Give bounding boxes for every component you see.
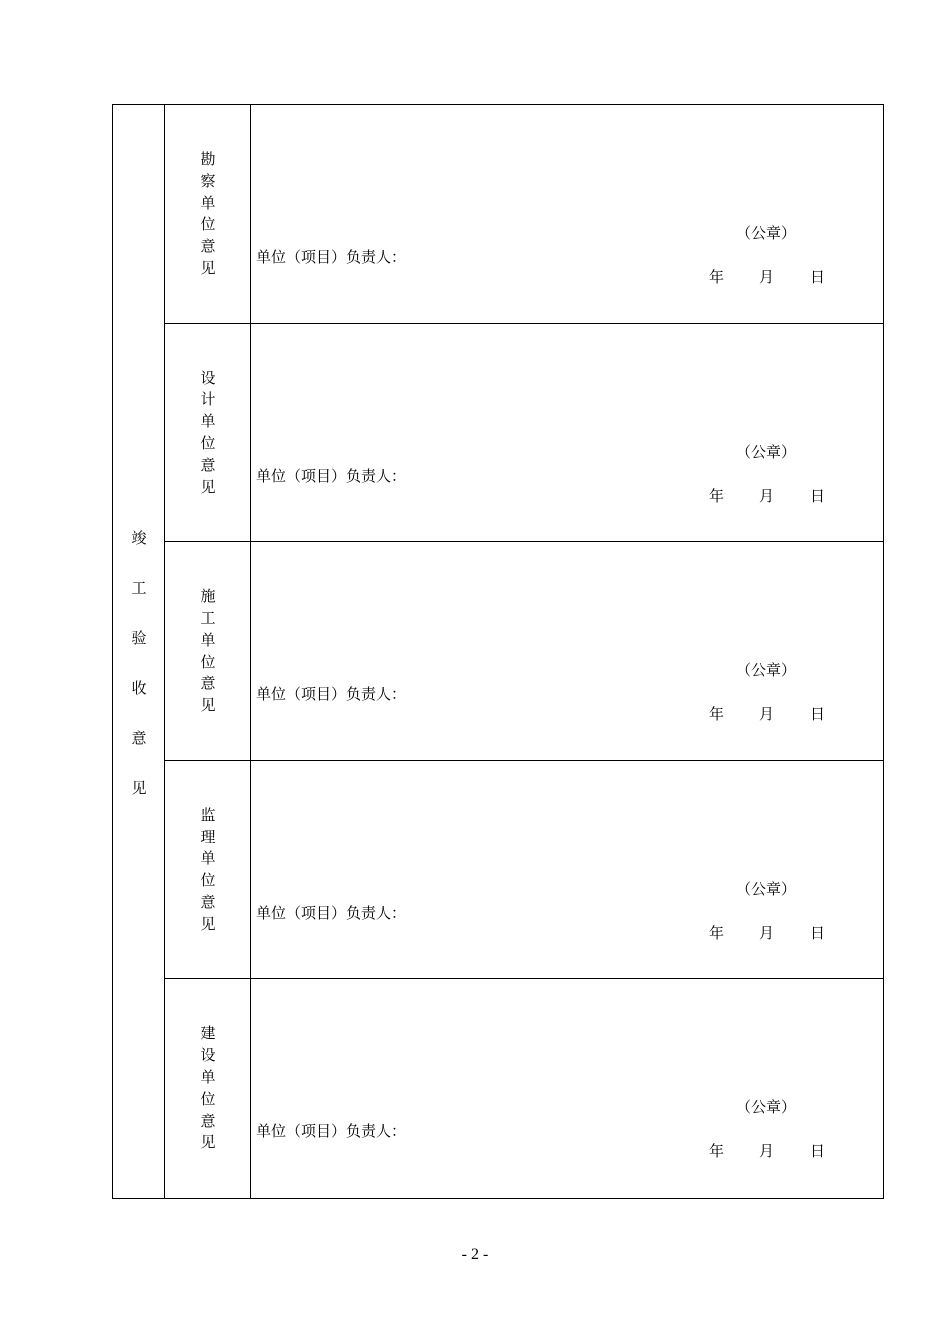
person-in-charge-label: 单位（项目）负责人： (256, 466, 407, 485)
acceptance-opinion-table (112, 104, 884, 1199)
row-label-char: 建 (200, 1024, 216, 1043)
section-title-char: 意 (131, 729, 147, 747)
row-label-cell (165, 979, 251, 1198)
month-label: 月 (759, 923, 775, 942)
row-label-char: 施 (200, 587, 216, 606)
row-label (165, 805, 251, 936)
year-label: 年 (709, 923, 725, 942)
row-label-char: 理 (200, 827, 216, 846)
row-label-char: 位 (200, 433, 216, 452)
row-label-char: 计 (200, 390, 216, 409)
month-label: 月 (759, 1142, 775, 1161)
month-label: 月 (759, 705, 775, 724)
row-label-char: 监 (200, 805, 216, 824)
row-label-char: 单 (200, 849, 216, 868)
section-title-char: 验 (131, 629, 147, 647)
row-label-char: 位 (200, 1089, 216, 1108)
year-label: 年 (709, 705, 725, 724)
row-label-char: 设 (200, 1046, 216, 1065)
person-in-charge-label: 单位（项目）负责人： (256, 685, 407, 704)
row-label-char: 单 (200, 630, 216, 649)
person-in-charge-label: 单位（项目）负责人： (256, 903, 407, 922)
row-label-char: 位 (200, 215, 216, 234)
row-label-char: 意 (200, 237, 216, 256)
row-label-char: 察 (200, 171, 216, 190)
row-label (165, 586, 251, 717)
row-label (165, 1023, 251, 1154)
row-label-char: 单 (200, 412, 216, 431)
year-label: 年 (709, 268, 725, 286)
official-seal-label: （公章） (736, 661, 797, 680)
row-label-cell (165, 324, 251, 542)
opinion-field[interactable] (251, 542, 883, 760)
design-unit-row (165, 324, 883, 543)
month-label: 月 (759, 268, 775, 286)
row-label-char: 工 (200, 608, 216, 627)
section-title-char: 见 (131, 779, 147, 797)
row-label-cell (165, 105, 251, 323)
row-label-char: 单 (200, 193, 216, 212)
row-label-char: 单 (200, 1067, 216, 1086)
row-label-char: 位 (200, 871, 216, 890)
opinion-field[interactable] (251, 761, 883, 979)
opinion-field[interactable] (251, 979, 883, 1198)
day-label: 日 (810, 268, 826, 286)
survey-unit-row (165, 105, 883, 324)
owner-unit-row (165, 979, 883, 1198)
construction-unit-row (165, 542, 883, 761)
person-in-charge-label: 单位（项目）负责人： (256, 1122, 407, 1141)
day-label: 日 (810, 486, 826, 505)
section-title-char: 竣 (131, 529, 147, 547)
official-seal-label: （公章） (736, 442, 797, 461)
row-label-cell (165, 542, 251, 760)
official-seal-label: （公章） (736, 879, 797, 898)
row-label-char: 见 (200, 914, 216, 933)
row-label-char: 见 (200, 258, 216, 277)
year-label: 年 (709, 486, 725, 505)
person-in-charge-label: 单位（项目）负责人： (256, 248, 407, 266)
section-title-char: 工 (131, 579, 147, 597)
row-label-char: 见 (200, 477, 216, 496)
row-label-cell (165, 761, 251, 979)
row-label-char: 见 (200, 1133, 216, 1152)
row-label-char: 意 (200, 892, 216, 911)
row-label-char: 意 (200, 674, 216, 693)
supervision-unit-row (165, 761, 883, 980)
section-title-cell (113, 105, 165, 1198)
section-title-char: 收 (131, 679, 147, 697)
opinion-field[interactable] (251, 105, 883, 323)
row-label-char: 意 (200, 1111, 216, 1130)
official-seal-label: （公章） (736, 1098, 797, 1117)
day-label: 日 (810, 705, 826, 724)
row-label-char: 勘 (200, 150, 216, 168)
opinion-field[interactable] (251, 324, 883, 542)
official-seal-label: （公章） (736, 224, 797, 242)
row-label-char: 见 (200, 696, 216, 715)
section-title (113, 513, 165, 813)
month-label: 月 (759, 486, 775, 505)
row-label-char: 意 (200, 455, 216, 474)
row-label-char: 设 (200, 368, 216, 387)
row-label-char: 位 (200, 652, 216, 671)
day-label: 日 (810, 923, 826, 942)
day-label: 日 (810, 1142, 826, 1161)
page-number: - 2 - (461, 1246, 489, 1263)
row-label (165, 149, 251, 280)
row-label (165, 368, 251, 499)
year-label: 年 (709, 1142, 725, 1161)
